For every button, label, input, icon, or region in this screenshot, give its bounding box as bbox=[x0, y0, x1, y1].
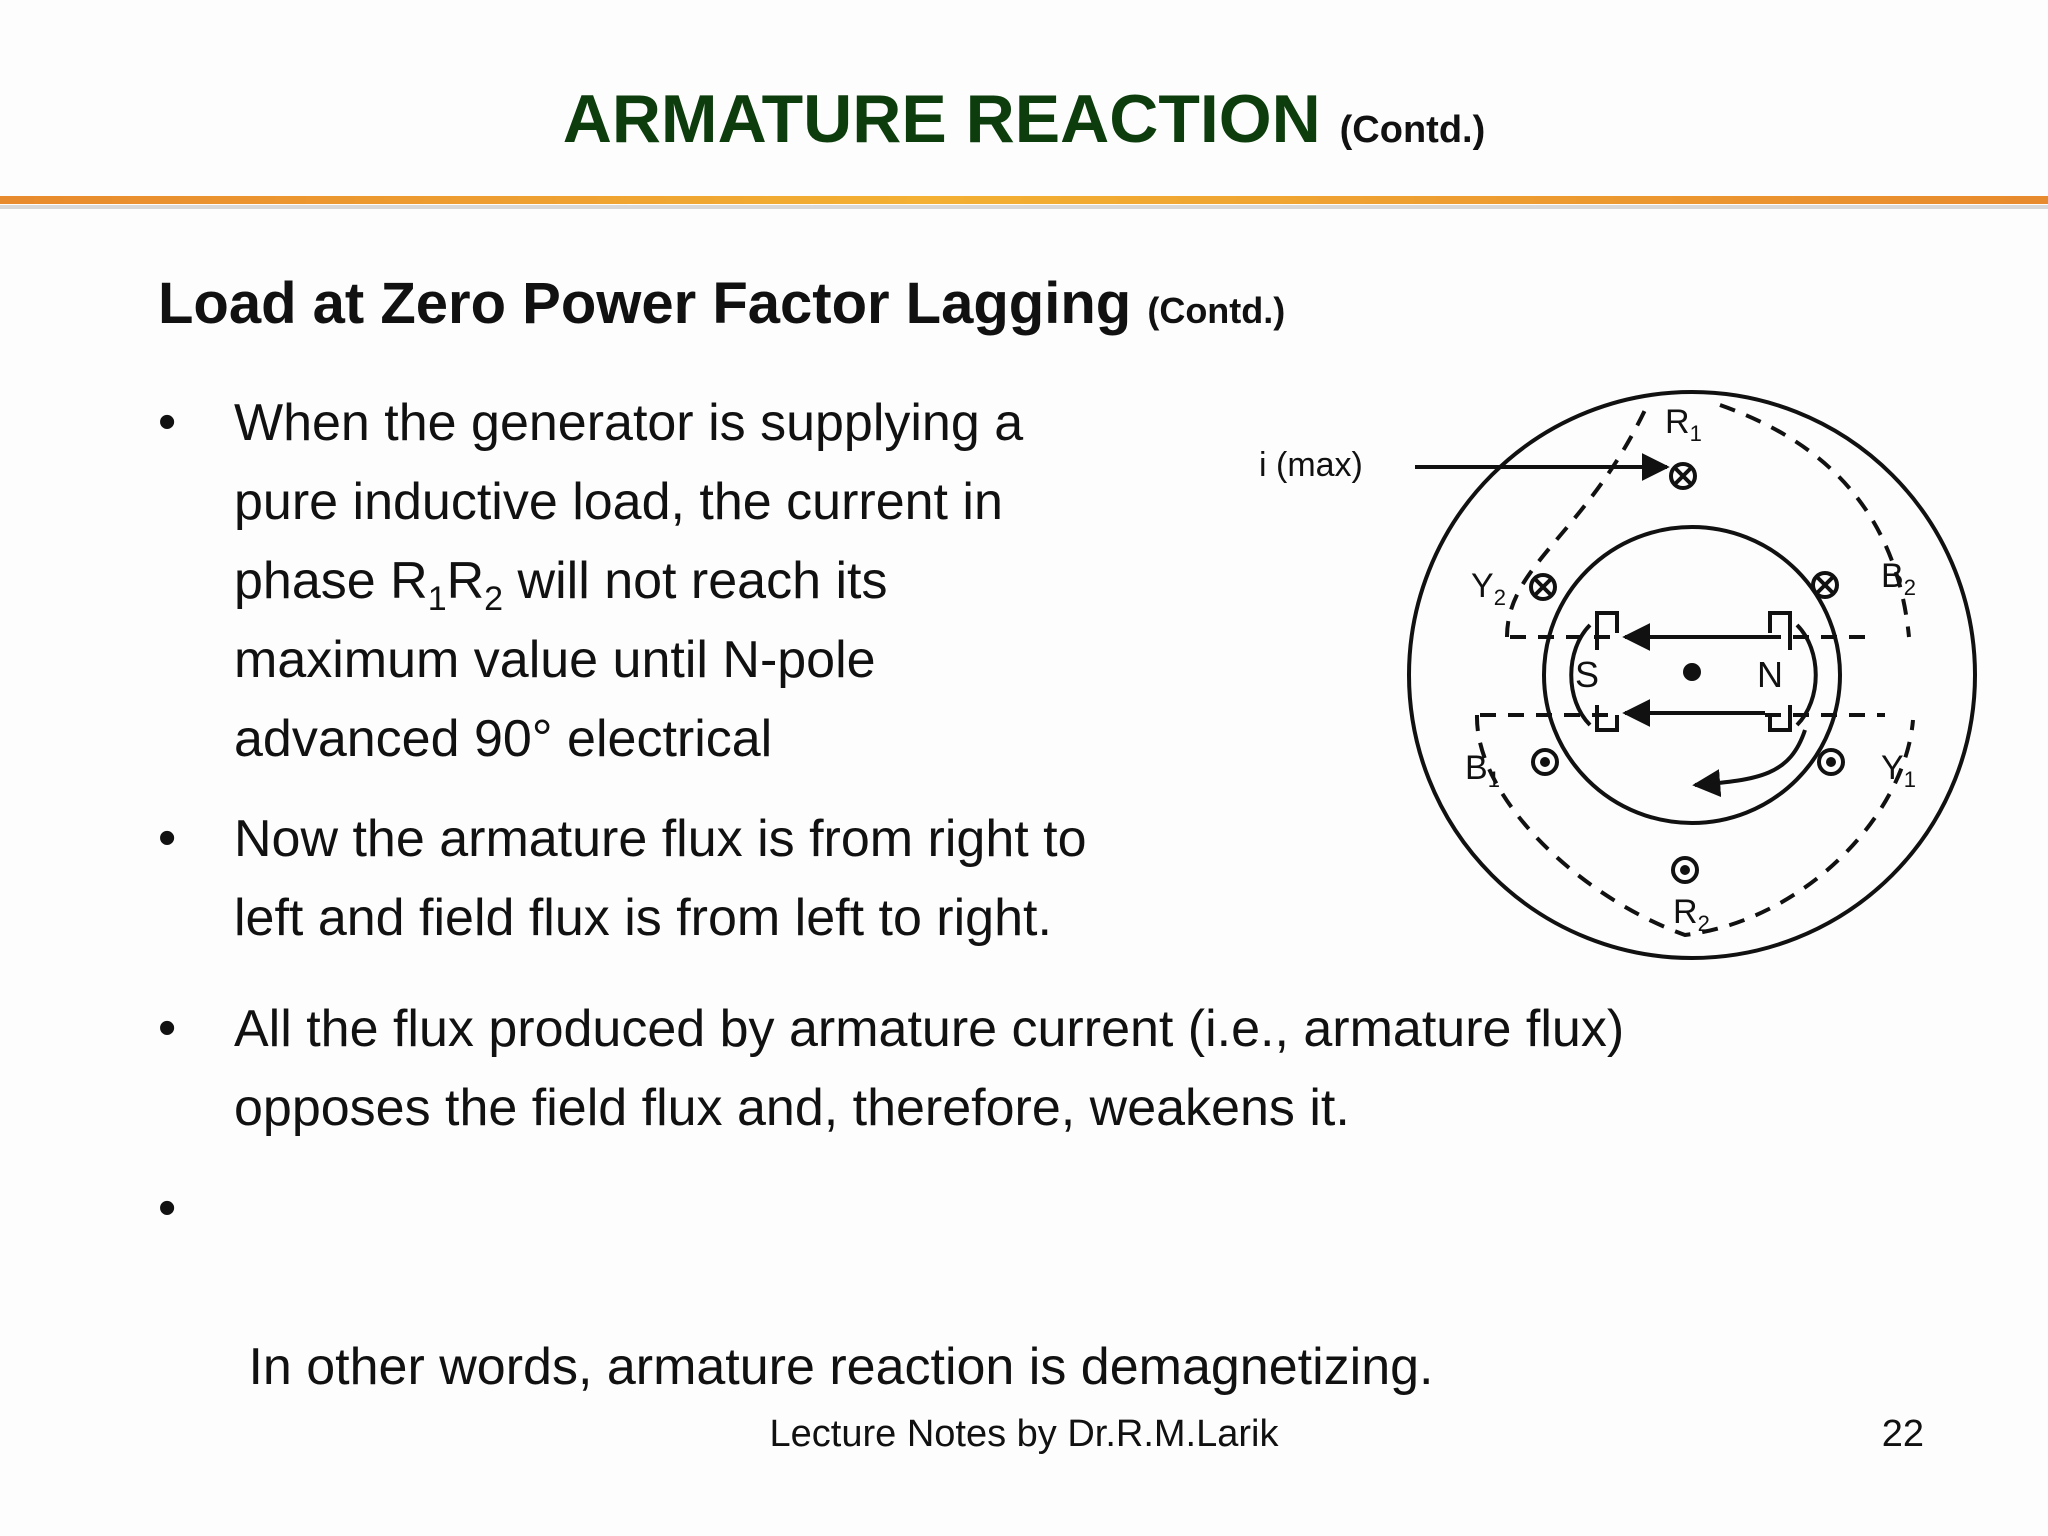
section-heading-suffix: (Contd.) bbox=[1147, 290, 1286, 331]
bullet-1-line-5: advanced 90° electrical bbox=[234, 710, 773, 768]
bullet-3-line-2: opposes the field flux and, therefore, weakens it. bbox=[234, 1079, 1350, 1137]
bullet-2-line-2: left and field flux is from left to right. bbox=[234, 889, 1052, 947]
pole-s-bottom bbox=[1597, 705, 1617, 730]
phase-sub-1: 1 bbox=[427, 580, 447, 618]
rotor-center-dot bbox=[1683, 663, 1701, 681]
title-divider-shadow bbox=[0, 205, 2048, 209]
conductor-r1-cross bbox=[1671, 464, 1695, 488]
conductor-b1-dot bbox=[1533, 750, 1557, 774]
bullet-1-line-1: When the generator is supplying a bbox=[234, 394, 1024, 452]
label-north-pole: N bbox=[1757, 654, 1783, 695]
label-y1: $Y_1$ bbox=[1881, 749, 1916, 792]
conductor-b2-cross bbox=[1813, 573, 1837, 597]
phase-mid: R bbox=[446, 552, 485, 610]
bullet-icon: • bbox=[158, 393, 177, 451]
section-heading bbox=[158, 270, 1285, 337]
label-r1: $R_1$ bbox=[1665, 403, 1702, 446]
conductor-y1-dot bbox=[1819, 750, 1843, 774]
phase-suffix: will not reach its bbox=[503, 552, 888, 610]
armature-reaction-diagram bbox=[1245, 375, 1985, 975]
pole-s-top bbox=[1597, 613, 1617, 650]
bullet-2 bbox=[234, 800, 1234, 958]
bullet-3-line-1: All the flux produced by armature current (i.e., armature flux) bbox=[234, 1000, 1625, 1058]
pole-n-face bbox=[1797, 625, 1816, 725]
slide-title-suffix: (Contd.) bbox=[1339, 109, 1486, 151]
page-number: 22 bbox=[1881, 1413, 1924, 1455]
footer-author: Lecture Notes by Dr.R.M.Larik bbox=[769, 1413, 1279, 1455]
current-label: i (max) bbox=[1259, 446, 1363, 484]
bullet-1-line-3 bbox=[234, 542, 1134, 621]
bullet-3 bbox=[234, 990, 1934, 1148]
bullet-1 bbox=[234, 384, 1134, 779]
bullet-2-line-1: Now the armature flux is from right to bbox=[234, 810, 1087, 868]
bullet-4-line-1: In other words, armature reaction is demagnetizing. bbox=[234, 1338, 1434, 1396]
phase-prefix: phase R bbox=[234, 552, 428, 610]
bullet-icon: • bbox=[158, 809, 177, 867]
label-r2: $R_2$ bbox=[1673, 893, 1710, 936]
conductor-y2-cross bbox=[1531, 575, 1555, 599]
pole-n-bottom bbox=[1770, 705, 1790, 730]
bullet-1-line-2: pure inductive load, the current in bbox=[234, 473, 1003, 531]
bullet-icon: • bbox=[158, 999, 177, 1057]
phase-sub-2: 2 bbox=[484, 580, 504, 618]
pole-n-top bbox=[1770, 613, 1790, 650]
title-divider bbox=[0, 196, 2048, 204]
slide-title-text: ARMATURE REACTION bbox=[562, 81, 1321, 157]
section-heading-text: Load at Zero Power Factor Lagging bbox=[158, 271, 1132, 336]
rotation-arrow bbox=[1695, 730, 1805, 785]
slide-title bbox=[0, 80, 2048, 158]
label-b1: $B_1$ bbox=[1465, 749, 1500, 792]
label-b2: $B_2$ bbox=[1881, 557, 1916, 600]
conductor-r2-dot bbox=[1673, 858, 1697, 882]
bullet-icon: • bbox=[158, 1179, 177, 1237]
label-south-pole: S bbox=[1575, 654, 1600, 695]
bullet-1-line-4: maximum value until N-pole bbox=[234, 631, 876, 689]
label-y2: $Y_2$ bbox=[1471, 567, 1506, 610]
